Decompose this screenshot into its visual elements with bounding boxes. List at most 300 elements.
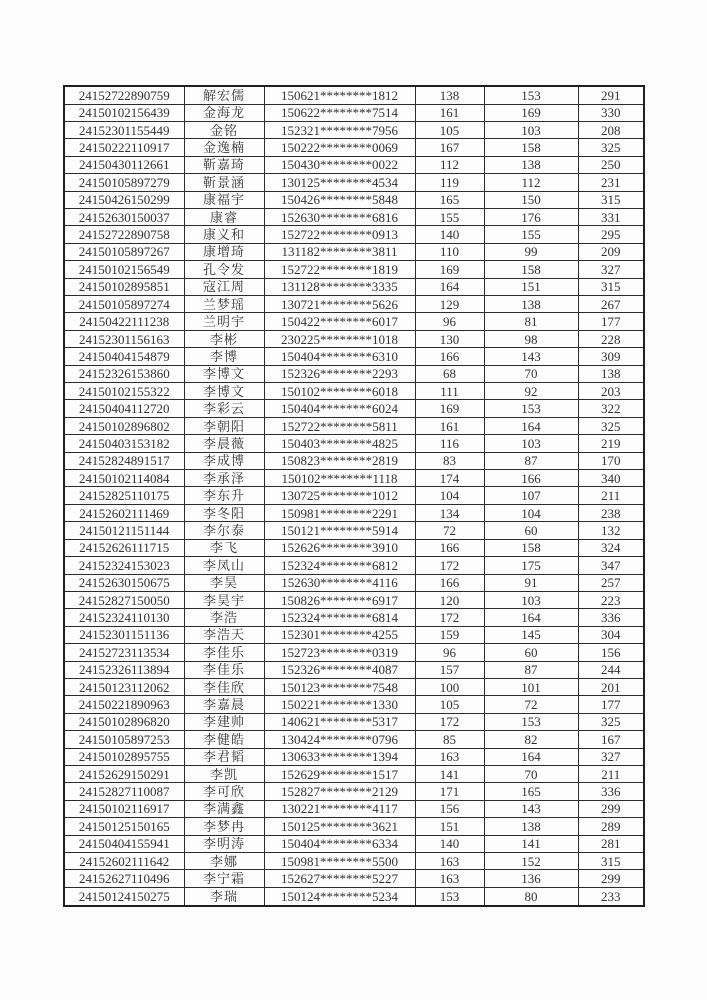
cell-score-2: 152	[484, 853, 578, 870]
cell-score-2: 81	[484, 313, 578, 330]
cell-score-2: 98	[484, 330, 578, 347]
cell-score-2: 141	[484, 835, 578, 852]
table-row	[64, 365, 644, 382]
cell-candidate-number: 24152301151136	[64, 626, 184, 643]
cell-score-1: 85	[415, 731, 484, 748]
cell-id-number: 152722********5811	[264, 417, 415, 434]
cell-total-score: 325	[578, 139, 644, 156]
cell-id-number: 152301********4255	[264, 626, 415, 643]
cell-score-1: 105	[415, 121, 484, 138]
table-row	[64, 887, 644, 906]
table-row	[64, 853, 644, 870]
table-row	[64, 522, 644, 539]
cell-id-number: 150826********6917	[264, 591, 415, 608]
cell-candidate-number: 24152825110175	[64, 487, 184, 504]
table-row	[64, 678, 644, 695]
cell-score-2: 158	[484, 261, 578, 278]
table-row	[64, 86, 644, 104]
cell-total-score: 250	[578, 156, 644, 173]
table-row	[64, 644, 644, 661]
cell-name: 康义和	[184, 226, 264, 243]
table-row	[64, 748, 644, 765]
cell-score-1: 112	[415, 156, 484, 173]
cell-candidate-number: 24150102155322	[64, 383, 184, 400]
cell-score-2: 138	[484, 156, 578, 173]
cell-score-2: 80	[484, 887, 578, 906]
cell-score-1: 157	[415, 661, 484, 678]
cell-id-number: 150123********7548	[264, 678, 415, 695]
cell-score-2: 60	[484, 522, 578, 539]
cell-name: 金海龙	[184, 104, 264, 121]
cell-candidate-number: 24152827110087	[64, 783, 184, 800]
cell-name: 李彬	[184, 330, 264, 347]
cell-id-number: 152722********1819	[264, 261, 415, 278]
cell-id-number: 150622********7514	[264, 104, 415, 121]
cell-name: 李佳欣	[184, 678, 264, 695]
cell-score-1: 163	[415, 853, 484, 870]
cell-id-number: 152723********0319	[264, 644, 415, 661]
table-row	[64, 591, 644, 608]
table-row	[64, 574, 644, 591]
cell-score-2: 112	[484, 174, 578, 191]
cell-candidate-number: 24150123112062	[64, 678, 184, 695]
cell-name: 李宁霜	[184, 870, 264, 887]
cell-score-1: 72	[415, 522, 484, 539]
table-row	[64, 731, 644, 748]
table-row	[64, 156, 644, 173]
cell-name: 李明涛	[184, 835, 264, 852]
cell-total-score: 228	[578, 330, 644, 347]
cell-total-score: 209	[578, 243, 644, 260]
cell-total-score: 336	[578, 783, 644, 800]
cell-name: 李梦冉	[184, 818, 264, 835]
cell-score-2: 143	[484, 348, 578, 365]
cell-candidate-number: 24152722890759	[64, 86, 184, 104]
cell-total-score: 324	[578, 539, 644, 556]
cell-total-score: 291	[578, 86, 644, 104]
cell-score-2: 72	[484, 696, 578, 713]
cell-total-score: 233	[578, 887, 644, 906]
cell-score-1: 96	[415, 644, 484, 661]
cell-id-number: 152722********0913	[264, 226, 415, 243]
cell-score-2: 165	[484, 783, 578, 800]
cell-candidate-number: 24150430112661	[64, 156, 184, 173]
cell-name: 李朝阳	[184, 417, 264, 434]
cell-score-1: 68	[415, 365, 484, 382]
cell-candidate-number: 24150403153182	[64, 435, 184, 452]
cell-candidate-number: 24150102896802	[64, 417, 184, 434]
cell-score-2: 91	[484, 574, 578, 591]
table-row	[64, 243, 644, 260]
table-row	[64, 452, 644, 469]
cell-name: 李健皓	[184, 731, 264, 748]
table-row	[64, 765, 644, 782]
cell-total-score: 156	[578, 644, 644, 661]
table-row	[64, 383, 644, 400]
cell-name: 李嘉晨	[184, 696, 264, 713]
cell-id-number: 150404********6310	[264, 348, 415, 365]
cell-name: 金铭	[184, 121, 264, 138]
cell-name: 李佳乐	[184, 661, 264, 678]
cell-candidate-number: 24150222110917	[64, 139, 184, 156]
cell-candidate-number: 24150105897274	[64, 296, 184, 313]
cell-candidate-number: 24150102156439	[64, 104, 184, 121]
cell-score-2: 70	[484, 765, 578, 782]
cell-score-2: 138	[484, 296, 578, 313]
cell-score-1: 140	[415, 835, 484, 852]
cell-name: 李昊宇	[184, 591, 264, 608]
cell-total-score: 211	[578, 765, 644, 782]
cell-candidate-number: 24152827150050	[64, 591, 184, 608]
cell-score-1: 171	[415, 783, 484, 800]
cell-total-score: 167	[578, 731, 644, 748]
cell-score-2: 145	[484, 626, 578, 643]
cell-score-1: 151	[415, 818, 484, 835]
cell-id-number: 152629********1517	[264, 765, 415, 782]
cell-score-2: 87	[484, 661, 578, 678]
cell-name: 李娜	[184, 853, 264, 870]
cell-score-2: 164	[484, 609, 578, 626]
cell-total-score: 267	[578, 296, 644, 313]
cell-score-1: 129	[415, 296, 484, 313]
cell-id-number: 150404********6024	[264, 400, 415, 417]
cell-score-1: 164	[415, 278, 484, 295]
cell-score-2: 104	[484, 504, 578, 521]
table-row	[64, 435, 644, 452]
cell-id-number: 150403********4825	[264, 435, 415, 452]
cell-candidate-number: 24150404154879	[64, 348, 184, 365]
table-row	[64, 818, 644, 835]
cell-total-score: 170	[578, 452, 644, 469]
cell-score-1: 153	[415, 887, 484, 906]
cell-name: 李君韬	[184, 748, 264, 765]
cell-id-number: 130633********1394	[264, 748, 415, 765]
table-row	[64, 226, 644, 243]
table-row	[64, 313, 644, 330]
cell-score-1: 100	[415, 678, 484, 695]
cell-candidate-number: 24152824891517	[64, 452, 184, 469]
cell-name: 李凤山	[184, 557, 264, 574]
cell-name: 李浩	[184, 609, 264, 626]
cell-score-1: 161	[415, 104, 484, 121]
cell-score-2: 138	[484, 818, 578, 835]
cell-name: 李晨薇	[184, 435, 264, 452]
cell-name: 金逸楠	[184, 139, 264, 156]
cell-total-score: 177	[578, 313, 644, 330]
cell-score-2: 158	[484, 139, 578, 156]
table-row	[64, 330, 644, 347]
cell-total-score: 315	[578, 191, 644, 208]
cell-name: 李可欣	[184, 783, 264, 800]
cell-candidate-number: 24150105897253	[64, 731, 184, 748]
cell-id-number: 152321********7956	[264, 121, 415, 138]
cell-total-score: 336	[578, 609, 644, 626]
cell-score-2: 153	[484, 86, 578, 104]
cell-id-number: 230225********1018	[264, 330, 415, 347]
score-table-body	[64, 86, 644, 906]
cell-total-score: 208	[578, 121, 644, 138]
cell-name: 李建帅	[184, 713, 264, 730]
table-row	[64, 870, 644, 887]
table-row	[64, 261, 644, 278]
cell-score-1: 141	[415, 765, 484, 782]
cell-name: 靳景涵	[184, 174, 264, 191]
cell-id-number: 150125********3621	[264, 818, 415, 835]
cell-score-1: 172	[415, 713, 484, 730]
cell-id-number: 150823********2819	[264, 452, 415, 469]
cell-name: 李冬阳	[184, 504, 264, 521]
table-row	[64, 470, 644, 487]
cell-score-1: 130	[415, 330, 484, 347]
cell-candidate-number: 24152301156163	[64, 330, 184, 347]
table-row	[64, 609, 644, 626]
cell-score-1: 105	[415, 696, 484, 713]
cell-score-1: 166	[415, 348, 484, 365]
cell-total-score: 299	[578, 800, 644, 817]
cell-score-2: 103	[484, 435, 578, 452]
cell-score-1: 174	[415, 470, 484, 487]
cell-name: 李佳乐	[184, 644, 264, 661]
cell-name: 李博	[184, 348, 264, 365]
cell-score-2: 87	[484, 452, 578, 469]
cell-candidate-number: 24152723113534	[64, 644, 184, 661]
cell-candidate-number: 24150102156549	[64, 261, 184, 278]
cell-id-number: 152626********3910	[264, 539, 415, 556]
cell-candidate-number: 24152630150675	[64, 574, 184, 591]
cell-candidate-number: 24152301155449	[64, 121, 184, 138]
cell-name: 兰明宇	[184, 313, 264, 330]
table-row	[64, 504, 644, 521]
cell-total-score: 330	[578, 104, 644, 121]
cell-total-score: 327	[578, 748, 644, 765]
table-row	[64, 348, 644, 365]
cell-candidate-number: 24150102114084	[64, 470, 184, 487]
cell-id-number: 150124********5234	[264, 887, 415, 906]
cell-score-2: 158	[484, 539, 578, 556]
cell-score-1: 161	[415, 417, 484, 434]
cell-score-2: 169	[484, 104, 578, 121]
cell-score-2: 92	[484, 383, 578, 400]
cell-candidate-number: 24150124150275	[64, 887, 184, 906]
cell-score-2: 103	[484, 121, 578, 138]
cell-id-number: 152324********6814	[264, 609, 415, 626]
cell-id-number: 140621********5317	[264, 713, 415, 730]
cell-candidate-number: 24152629150291	[64, 765, 184, 782]
cell-total-score: 211	[578, 487, 644, 504]
cell-total-score: 309	[578, 348, 644, 365]
table-row	[64, 557, 644, 574]
cell-score-2: 82	[484, 731, 578, 748]
cell-total-score: 331	[578, 208, 644, 225]
cell-total-score: 219	[578, 435, 644, 452]
cell-id-number: 130125********4534	[264, 174, 415, 191]
cell-id-number: 152630********4116	[264, 574, 415, 591]
cell-score-2: 99	[484, 243, 578, 260]
cell-id-number: 130424********0796	[264, 731, 415, 748]
cell-score-2: 107	[484, 487, 578, 504]
cell-candidate-number: 24152326153860	[64, 365, 184, 382]
cell-total-score: 238	[578, 504, 644, 521]
cell-candidate-number: 24150102896820	[64, 713, 184, 730]
table-row	[64, 191, 644, 208]
cell-candidate-number: 24152602111469	[64, 504, 184, 521]
cell-candidate-number: 24150105897267	[64, 243, 184, 260]
cell-id-number: 152630********6816	[264, 208, 415, 225]
cell-name: 康福宇	[184, 191, 264, 208]
cell-id-number: 150981********5500	[264, 853, 415, 870]
cell-total-score: 322	[578, 400, 644, 417]
cell-id-number: 150426********5848	[264, 191, 415, 208]
cell-candidate-number: 24152627110496	[64, 870, 184, 887]
cell-candidate-number: 24150105897279	[64, 174, 184, 191]
table-row	[64, 713, 644, 730]
table-row	[64, 783, 644, 800]
cell-name: 李凯	[184, 765, 264, 782]
cell-score-2: 150	[484, 191, 578, 208]
cell-score-1: 120	[415, 591, 484, 608]
cell-score-1: 166	[415, 574, 484, 591]
cell-name: 李昊	[184, 574, 264, 591]
cell-total-score: 347	[578, 557, 644, 574]
cell-score-1: 156	[415, 800, 484, 817]
cell-score-2: 60	[484, 644, 578, 661]
table-row	[64, 400, 644, 417]
cell-name: 寇江周	[184, 278, 264, 295]
cell-name: 李浩天	[184, 626, 264, 643]
table-row	[64, 121, 644, 138]
cell-id-number: 150222********0069	[264, 139, 415, 156]
cell-total-score: 289	[578, 818, 644, 835]
cell-score-2: 155	[484, 226, 578, 243]
cell-total-score: 203	[578, 383, 644, 400]
cell-id-number: 150981********2291	[264, 504, 415, 521]
cell-candidate-number: 24150426150299	[64, 191, 184, 208]
cell-id-number: 131182********3811	[264, 243, 415, 260]
cell-total-score: 231	[578, 174, 644, 191]
cell-score-1: 134	[415, 504, 484, 521]
cell-total-score: 325	[578, 713, 644, 730]
table-row	[64, 661, 644, 678]
cell-total-score: 281	[578, 835, 644, 852]
cell-score-2: 103	[484, 591, 578, 608]
cell-candidate-number: 24152326113894	[64, 661, 184, 678]
cell-score-2: 153	[484, 400, 578, 417]
cell-id-number: 150221********1330	[264, 696, 415, 713]
cell-name: 李瑞	[184, 887, 264, 906]
cell-total-score: 315	[578, 853, 644, 870]
cell-score-2: 101	[484, 678, 578, 695]
cell-name: 康增琦	[184, 243, 264, 260]
cell-name: 靳嘉琦	[184, 156, 264, 173]
cell-candidate-number: 24150404155941	[64, 835, 184, 852]
cell-candidate-number: 24152324153023	[64, 557, 184, 574]
cell-candidate-number: 24152602111642	[64, 853, 184, 870]
table-row	[64, 487, 644, 504]
cell-name: 李满鑫	[184, 800, 264, 817]
cell-id-number: 131128********3335	[264, 278, 415, 295]
cell-name: 李承泽	[184, 470, 264, 487]
cell-score-2: 153	[484, 713, 578, 730]
cell-score-2: 164	[484, 748, 578, 765]
cell-total-score: 138	[578, 365, 644, 382]
score-table	[63, 85, 645, 907]
cell-id-number: 150102********1118	[264, 470, 415, 487]
cell-score-2: 176	[484, 208, 578, 225]
cell-id-number: 150430********0022	[264, 156, 415, 173]
table-row	[64, 278, 644, 295]
cell-total-score: 257	[578, 574, 644, 591]
cell-id-number: 130721********5626	[264, 296, 415, 313]
cell-id-number: 130725********1012	[264, 487, 415, 504]
table-row	[64, 835, 644, 852]
cell-score-1: 104	[415, 487, 484, 504]
cell-candidate-number: 24150221890963	[64, 696, 184, 713]
cell-total-score: 295	[578, 226, 644, 243]
cell-total-score: 132	[578, 522, 644, 539]
cell-score-1: 110	[415, 243, 484, 260]
cell-name: 李东升	[184, 487, 264, 504]
cell-name: 李博文	[184, 365, 264, 382]
cell-id-number: 150422********6017	[264, 313, 415, 330]
cell-score-1: 165	[415, 191, 484, 208]
cell-total-score: 315	[578, 278, 644, 295]
cell-id-number: 150621********1812	[264, 86, 415, 104]
cell-name: 李彩云	[184, 400, 264, 417]
cell-id-number: 150404********6334	[264, 835, 415, 852]
cell-score-2: 164	[484, 417, 578, 434]
table-row	[64, 539, 644, 556]
cell-total-score: 244	[578, 661, 644, 678]
cell-score-2: 166	[484, 470, 578, 487]
cell-score-1: 119	[415, 174, 484, 191]
cell-score-1: 96	[415, 313, 484, 330]
cell-score-1: 83	[415, 452, 484, 469]
cell-id-number: 152326********2293	[264, 365, 415, 382]
cell-score-1: 140	[415, 226, 484, 243]
table-row	[64, 104, 644, 121]
cell-score-1: 159	[415, 626, 484, 643]
cell-id-number: 130221********4117	[264, 800, 415, 817]
cell-candidate-number: 24150102895755	[64, 748, 184, 765]
cell-score-1: 169	[415, 261, 484, 278]
cell-score-2: 175	[484, 557, 578, 574]
cell-name: 解宏儒	[184, 86, 264, 104]
cell-id-number: 150121********5914	[264, 522, 415, 539]
table-row	[64, 208, 644, 225]
table-row	[64, 296, 644, 313]
cell-score-1: 172	[415, 557, 484, 574]
cell-total-score: 223	[578, 591, 644, 608]
cell-score-2: 151	[484, 278, 578, 295]
cell-total-score: 201	[578, 678, 644, 695]
cell-score-1: 167	[415, 139, 484, 156]
cell-candidate-number: 24150121151144	[64, 522, 184, 539]
cell-score-1: 166	[415, 539, 484, 556]
cell-candidate-number: 24152626111715	[64, 539, 184, 556]
cell-name: 李尔泰	[184, 522, 264, 539]
cell-candidate-number: 24150125150165	[64, 818, 184, 835]
cell-id-number: 152326********4087	[264, 661, 415, 678]
cell-total-score: 304	[578, 626, 644, 643]
cell-score-2: 70	[484, 365, 578, 382]
cell-candidate-number: 24152324110130	[64, 609, 184, 626]
table-row	[64, 696, 644, 713]
cell-score-1: 111	[415, 383, 484, 400]
cell-score-1: 172	[415, 609, 484, 626]
table-row	[64, 800, 644, 817]
table-row	[64, 174, 644, 191]
cell-score-2: 136	[484, 870, 578, 887]
